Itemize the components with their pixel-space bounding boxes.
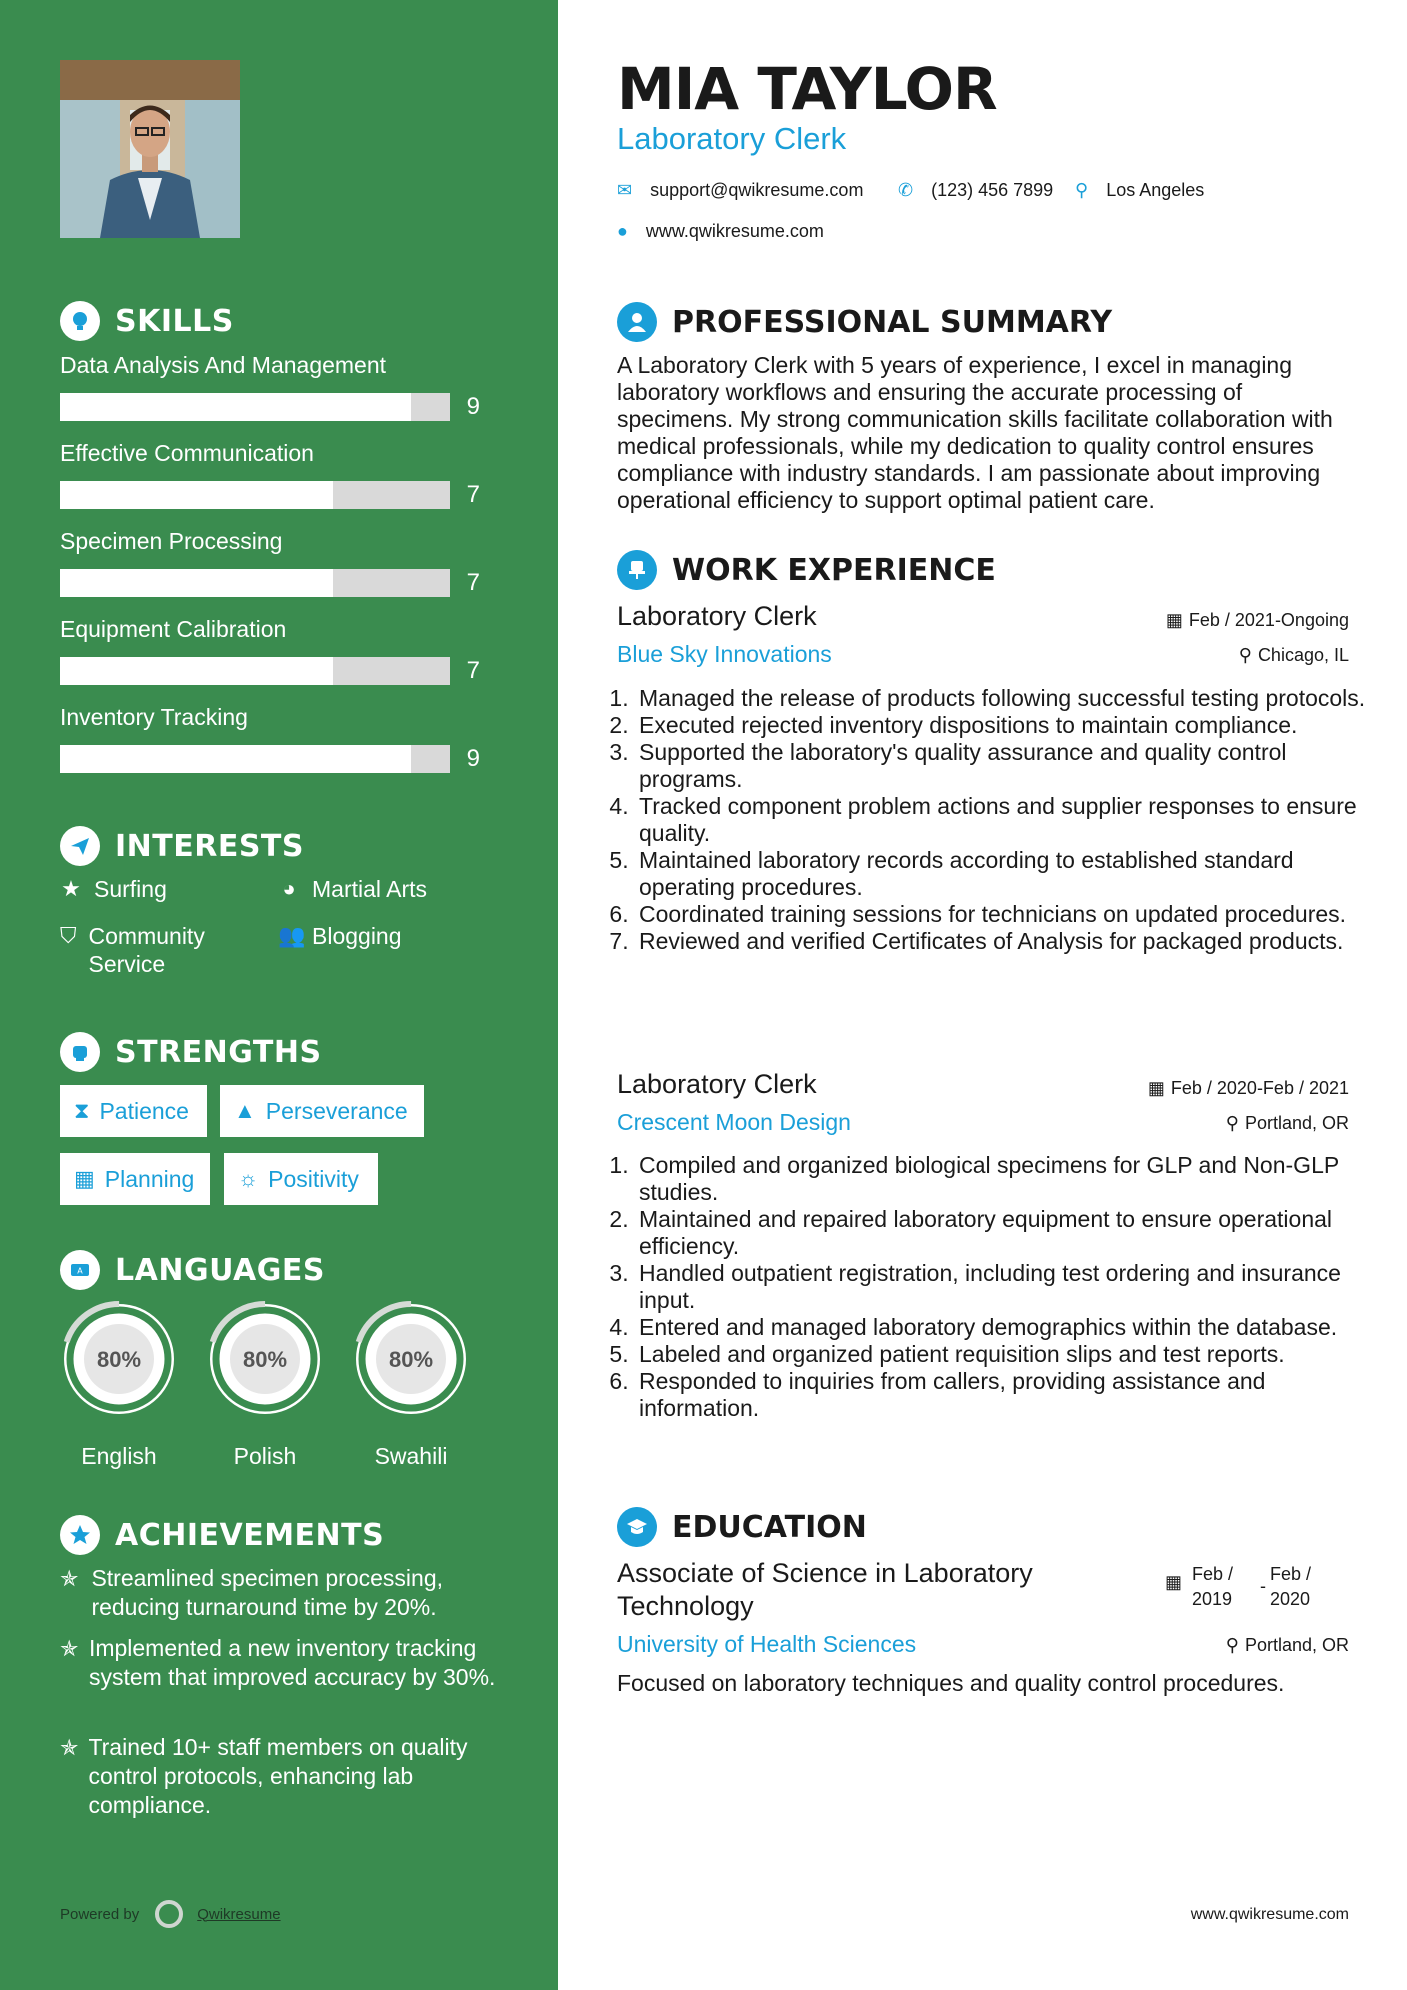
skill-bar-fill: [60, 569, 333, 597]
globe-icon: ●: [617, 221, 628, 241]
skill-name: Effective Communication: [60, 440, 314, 466]
education-start: Feb / 2019: [1192, 1564, 1234, 1609]
paper-plane-icon: [60, 826, 100, 866]
duty-item: 7. Reviewed and verified Certificates of Analysis for packaged products.: [635, 928, 1375, 955]
skill-item: [60, 528, 480, 597]
achievement-item: [60, 1733, 510, 1820]
pushpin-icon: ⚲: [1225, 1635, 1239, 1655]
experience-title: WORK EXPERIENCE: [672, 552, 996, 588]
interest-item: [60, 875, 167, 903]
phone-contact: [898, 180, 1053, 201]
calendar-icon: ▦: [1147, 1078, 1165, 1098]
language-ring: [204, 1298, 326, 1420]
profile-photo: [60, 60, 240, 238]
candidate-title: Laboratory Clerk: [617, 121, 847, 156]
job-dates-text: Feb / 2021-Ongoing: [1188, 610, 1349, 630]
school-name: University of Health Sciences: [617, 1631, 917, 1657]
calendar-icon: ▦: [74, 1166, 95, 1191]
duty-item: 2. Maintained and repaired laboratory equipment to ensure operational efficiency.: [635, 1206, 1375, 1260]
graduation-cap-icon: [617, 1507, 657, 1547]
job-location: [1226, 1113, 1349, 1134]
interests-header: [60, 826, 304, 866]
language-icon: [60, 1250, 100, 1290]
hourglass-icon: ⧗: [74, 1098, 90, 1123]
skill-bar: [60, 657, 450, 685]
job-dates: [1148, 1078, 1349, 1099]
website-text[interactable]: www.qwikresume.com: [645, 221, 824, 241]
language-name: English: [81, 1443, 157, 1469]
language-item: [350, 1298, 472, 1470]
powered-by: [60, 1900, 281, 1928]
language-ring: [350, 1298, 472, 1420]
website-contact: [617, 221, 824, 242]
qwikresume-link[interactable]: Qwikresume: [197, 1905, 281, 1923]
education-location-text: Portland, OR: [1244, 1635, 1349, 1655]
skill-bar-fill: [60, 481, 333, 509]
skill-name: Specimen Processing: [60, 528, 283, 554]
summary-text: A Laboratory Clerk with 5 years of experience, I excel in managing laboratory workflows and ensuring the accurate processing of specimens. My strong communication skills facilitate collaboration with medical professionals, while my dedication to quality control ensures compliance with industry standards. I am passionate about improving operational efficiency to support optimal patient care.: [617, 352, 1333, 513]
languages-header: [60, 1250, 325, 1290]
education-header: [617, 1507, 867, 1547]
location-text: Los Angeles: [1106, 180, 1205, 200]
skill-name: Inventory Tracking: [60, 704, 248, 730]
interest-label: Surfing: [94, 876, 167, 902]
email-text[interactable]: support@qwikresume.com: [650, 180, 864, 200]
language-percent: 80%: [96, 1347, 142, 1372]
skill-item: [60, 440, 480, 509]
strength-label: Patience: [99, 1097, 189, 1124]
job-location-text: Chicago, IL: [1257, 645, 1349, 665]
strength-badge: [224, 1153, 378, 1205]
date-separator: -: [1260, 1576, 1267, 1596]
pushpin-icon: ⚲: [1225, 1113, 1239, 1133]
sun-icon: ☼: [238, 1166, 259, 1191]
language-percent: 80%: [242, 1347, 288, 1372]
job-dates: [1166, 610, 1349, 631]
achievement-text: Implemented a new inventory tracking system that improved accuracy by 30%.: [88, 1635, 496, 1690]
pushpin-icon: ⚲: [1238, 645, 1252, 665]
duty-item: 4. Tracked component problem actions and supplier responses to ensure quality.: [635, 793, 1375, 847]
achievement-text: Trained 10+ staff members on quality control protocols, enhancing lab compliance.: [88, 1734, 468, 1818]
interests-title: INTERESTS: [115, 828, 304, 864]
achievement-text: Streamlined specimen processing, reducing turnaround time by 20%.: [91, 1565, 443, 1620]
job-location: [1239, 645, 1349, 666]
skills-title: SKILLS: [115, 303, 234, 339]
skill-bar: [60, 393, 450, 421]
strengths-title: STRENGTHS: [115, 1034, 322, 1070]
duty-item: 1. Managed the release of products following successful testing protocols.: [635, 685, 1375, 712]
duty-item: 3. Handled outpatient registration, including test ordering and insurance input.: [635, 1260, 1375, 1314]
star-icon: ★: [61, 876, 81, 901]
achievement-item: [60, 1564, 510, 1622]
skill-bar-fill: [60, 393, 411, 421]
duty-item: 2. Executed rejected inventory dispositions to maintain compliance.: [635, 712, 1375, 739]
interest-label: Community Service: [88, 923, 205, 977]
map-pin-icon: ⚲: [1075, 180, 1089, 200]
education-title: EDUCATION: [672, 1509, 867, 1545]
fist-icon: [60, 1032, 100, 1072]
duty-item: 6. Responded to inquiries from callers, providing assistance and information.: [635, 1368, 1375, 1422]
duty-item: 1. Compiled and organized biological specimens for GLP and Non-GLP studies.: [635, 1152, 1375, 1206]
skill-name: Equipment Calibration: [60, 616, 287, 642]
skill-bar: [60, 745, 450, 773]
job-location-text: Portland, OR: [1244, 1113, 1349, 1133]
language-name: Swahili: [374, 1443, 448, 1469]
location-contact: [1075, 180, 1204, 201]
education-dates: [1165, 1562, 1330, 1612]
user-icon: [617, 302, 657, 342]
achievements-header: [60, 1515, 384, 1555]
language-percent: 80%: [388, 1347, 434, 1372]
duty-item: 6. Coordinated training sessions for technicians on updated procedures.: [635, 901, 1375, 928]
achievement-item: [60, 1634, 510, 1692]
experience-header: [617, 550, 996, 590]
qwikresume-logo-icon: [155, 1900, 183, 1928]
interest-label: Blogging: [312, 923, 402, 949]
shield-icon: ⛉: [60, 923, 77, 948]
interest-item: [278, 875, 427, 903]
calendar-icon: ▦: [1165, 610, 1183, 630]
star-badge-icon: [60, 1515, 100, 1555]
job-title: Laboratory Clerk: [617, 1069, 817, 1099]
phone-icon: ✆: [898, 180, 914, 200]
chair-icon: [617, 550, 657, 590]
duty-item: 5. Labeled and organized patient requisition slips and test reports.: [635, 1341, 1375, 1368]
globe-icon: ◕: [282, 876, 296, 901]
education-description: Focused on laboratory techniques and quality control procedures.: [617, 1670, 1285, 1696]
company-name: Blue Sky Innovations: [617, 641, 832, 667]
duty-item: 4. Entered and managed laboratory demographics within the database.: [635, 1314, 1375, 1341]
education-end: Feb / 2020: [1270, 1564, 1312, 1609]
interest-item: [60, 922, 230, 978]
strength-label: Perseverance: [265, 1097, 408, 1124]
email-contact: [617, 180, 863, 201]
language-item: [204, 1298, 326, 1470]
job-duties: [610, 1152, 1375, 1422]
skill-name: Data Analysis And Management: [60, 352, 387, 378]
duty-item: 5. Maintained laboratory records according to established standard operating procedures.: [635, 847, 1375, 901]
skill-level: 7: [466, 657, 480, 684]
interest-label: Martial Arts: [312, 876, 428, 902]
phone-text: (123) 456 7899: [931, 180, 1054, 200]
skill-level: 9: [466, 745, 480, 772]
candidate-name: MIA TAYLOR: [617, 55, 997, 123]
svg-text:A: A: [77, 1266, 83, 1276]
company-name: Crescent Moon Design: [617, 1109, 851, 1135]
job-duties: [610, 685, 1375, 955]
strength-label: Planning: [104, 1165, 195, 1192]
sidebar: [0, 0, 558, 1990]
users-icon: 👥: [278, 923, 306, 948]
skill-bar-fill: [60, 657, 333, 685]
duty-item: 3. Supported the laboratory's quality assurance and quality control programs.: [635, 739, 1375, 793]
shooting-star-icon: ✯: [60, 1566, 79, 1591]
language-item: [58, 1298, 180, 1470]
strength-badge: [220, 1085, 424, 1137]
strength-badge: [60, 1153, 210, 1205]
skill-bar: [60, 481, 450, 509]
skills-header: [60, 301, 234, 341]
envelope-icon: ✉: [617, 180, 633, 200]
shooting-star-icon: ✯: [60, 1735, 79, 1760]
skill-item: [60, 704, 480, 773]
skill-level: 7: [466, 569, 480, 596]
shooting-star-icon: ✯: [60, 1636, 79, 1661]
road-icon: ▲: [234, 1098, 256, 1123]
languages-title: LANGUAGES: [115, 1252, 325, 1288]
degree-name: Associate of Science in Laboratory Technology: [617, 1558, 1033, 1621]
interest-item: [278, 922, 402, 950]
education-location: [1226, 1635, 1349, 1656]
achievements-title: ACHIEVEMENTS: [115, 1517, 385, 1553]
footer-url[interactable]: www.qwikresume.com: [1190, 1906, 1349, 1923]
strength-badge: [60, 1085, 207, 1137]
skill-level: 7: [466, 481, 480, 508]
job-dates-text: Feb / 2020-Feb / 2021: [1170, 1078, 1349, 1098]
summary-title: PROFESSIONAL SUMMARY: [672, 304, 1113, 340]
skill-item: [60, 616, 480, 685]
lightbulb-icon: [60, 301, 100, 341]
summary-header: [617, 302, 1112, 342]
skill-item: [60, 352, 480, 421]
powered-by-label: Powered by: [60, 1905, 140, 1923]
job-title: Laboratory Clerk: [617, 601, 817, 631]
calendar-icon: ▦: [1165, 1572, 1183, 1592]
strength-label: Positivity: [268, 1165, 359, 1192]
language-ring: [58, 1298, 180, 1420]
language-name: Polish: [233, 1443, 297, 1469]
skill-level: 9: [466, 393, 480, 420]
skill-bar: [60, 569, 450, 597]
strengths-header: [60, 1032, 322, 1072]
skill-bar-fill: [60, 745, 411, 773]
